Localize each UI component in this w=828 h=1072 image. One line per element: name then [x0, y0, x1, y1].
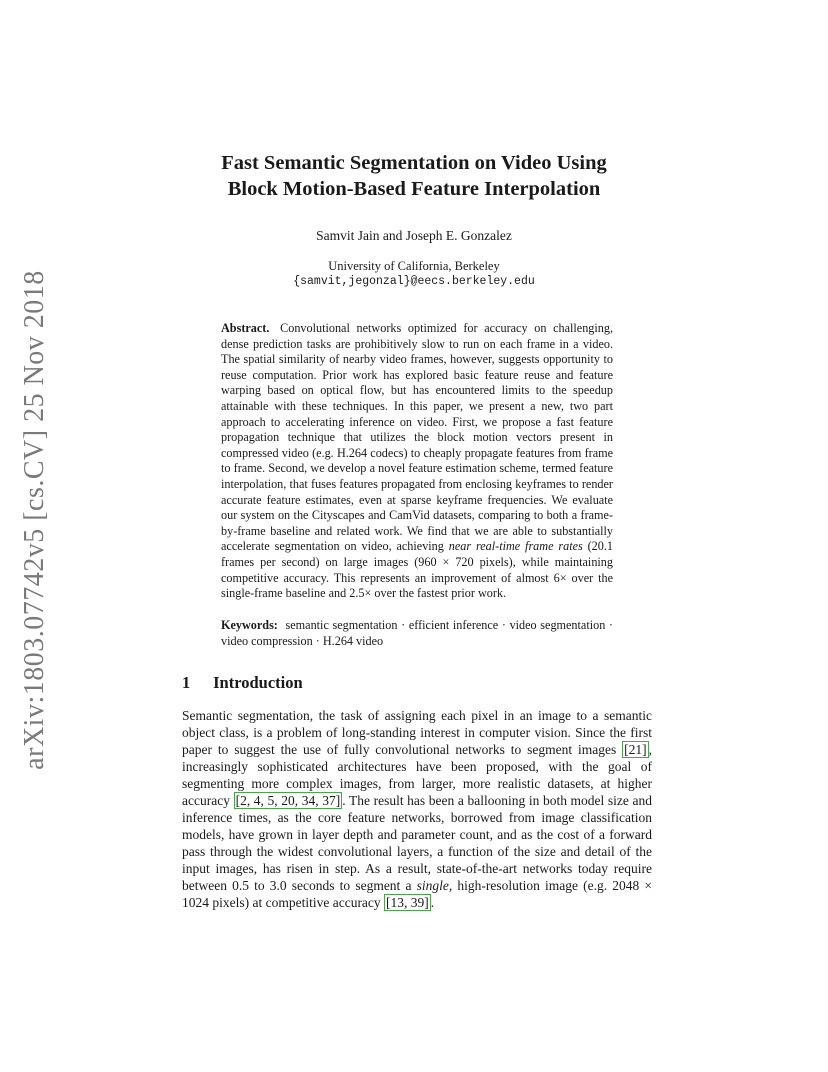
section-title: Introduction: [213, 673, 303, 692]
institution: University of California, Berkeley: [328, 259, 500, 273]
citation-link[interactable]: [2, 4, 5, 20, 34, 37]: [235, 793, 341, 808]
email-address[interactable]: {samvit,jegonzal}@eecs.berkeley.edu: [293, 275, 535, 288]
citation-link[interactable]: [21]: [624, 742, 647, 757]
intro-emphasis: single,: [416, 878, 453, 893]
abstract-label: Abstract.: [221, 321, 270, 335]
intro-text: high-resolution image (e.g. 2048 × 1024 pixels) at competitive accuracy: [182, 878, 653, 910]
abstract: [221, 321, 613, 602]
section-number: 1: [182, 673, 191, 692]
intro-text: , increasingly sophisticated architectures have been proposed, with the goal of segmenting more complex images, from larger, more realistic datasets, at higher accuracy: [182, 742, 652, 808]
keywords-text: semantic segmentation · efficient inference · video segmentation · video compression · H.264 video: [221, 618, 613, 648]
keywords: [221, 618, 613, 649]
title-line-1: Fast Semantic Segmentation on Video Using: [221, 152, 607, 174]
title-line-2: Block Motion-Based Feature Interpolation: [227, 178, 601, 200]
intro-text: .: [430, 895, 435, 910]
section-heading: [182, 673, 303, 693]
introduction-paragraph: [182, 707, 652, 911]
paper-title: [0, 150, 828, 202]
arxiv-identifier: arXiv:1803.07742v5 [cs.CV] 25 Nov 2018: [19, 270, 50, 770]
keywords-label: Keywords:: [221, 618, 278, 632]
affiliation-block: [0, 258, 828, 290]
intro-text: Semantic segmentation, the task of assigning each pixel in an image to a semantic object class, is a problem of long-standing interest in computer vision. Since the first paper to suggest the use of fully convolutional networks to segment images: [182, 708, 652, 757]
intro-text: . The result has been a ballooning in both model size and inference times, as the core feature networks, borrowed from image classification models, have grown in layer depth and parameter count, and as the cost of a forward pass through the widest convolutional layers, a function of the size and detail of the input images, has risen in step. As a result, state-of-the-art networks today require between 0.5 to 3.0 seconds to segment a: [182, 793, 652, 893]
citation-link[interactable]: [13, 39]: [386, 895, 429, 910]
abstract-text: Convolutional networks optimized for accuracy on challenging, dense prediction tasks are prohibitively slow to run on each frame in a video. The spatial similarity of nearby video frames, however, suggests opportunity to reuse computation. Prior work has explored basic feature reuse and feature warping based on optical flow, but has encountered limits to the speedup attainable with these techniques. In this paper, we present a new, two part approach to accelerating inference on video. First, we propose a fast feature propagation technique that utilizes the block motion vectors present in compressed video (e.g. H.264 codecs) to cheaply propagate features from frame to frame. Second, we develop a novel feature estimation scheme, termed feature interpolation, that fuses features propagated from enclosing keyframes to render accurate feature estimates, even at sparse keyframe frequencies. We evaluate our system on the Cityscapes and CamVid datasets, comparing to both a frame-by-frame baseline and related work. We find that we are able to substantially accelerate segmentation on video, achieving: [221, 321, 614, 554]
author-list: Samvit Jain and Joseph E. Gonzalez: [316, 228, 512, 243]
abstract-text-end: (20.1 frames per second) on large images (960 × 720 pixels), while maintaining competitive accuracy. This represents an improvement of almost 6× over the single-frame baseline and 2.5× over the fastest prior work.: [221, 539, 614, 601]
abstract-emphasis: near real-time frame rates: [448, 539, 583, 554]
